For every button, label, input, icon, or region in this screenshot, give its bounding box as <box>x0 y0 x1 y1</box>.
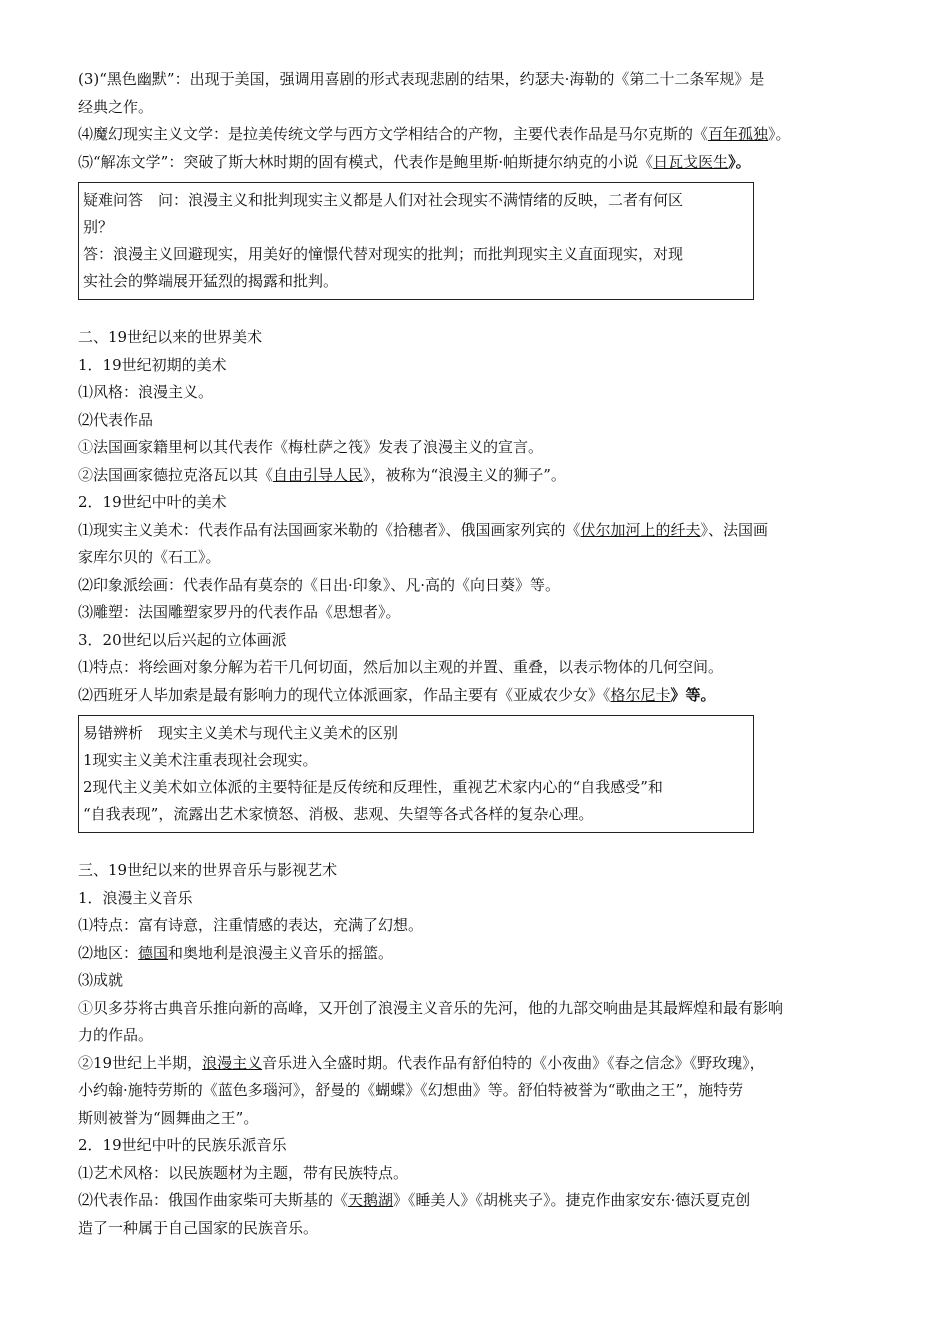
list-item-cont: 家库尔贝的《石工》。 <box>78 548 221 566</box>
list-item: ①法国画家籍里柯以其代表作《梅杜萨之筏》发表了浪漫主义的宣言。 <box>78 438 544 456</box>
list-item: ⑵代表作品：俄国作曲家柴可夫斯基的《天鹅湖》《睡美人》《胡桃夹子》。捷克作曲家安东·德沃夏克创 <box>78 1191 751 1209</box>
list-item: ⑵地区：德国和奥地利是浪漫主义音乐的摇篮。 <box>78 943 394 962</box>
document-page <box>78 66 884 1242</box>
box-point: 1现实主义美术注重表现社会现实。 <box>83 751 318 769</box>
list-item-cont: 小约翰·施特劳斯的《蓝色多瑙河》，舒曼的《蝴蝶》《幻想曲》等。舒伯特被誉为“歌曲之王”，施特劳 <box>78 1081 744 1099</box>
qa-question: 疑难问答 问：浪漫主义和批判现实主义都是人们对社会现实不满情绪的反映，二者有何区 <box>83 191 684 209</box>
subsection-title: 2．19世纪中叶的民族乐派音乐 <box>78 1136 287 1154</box>
box-point: 2现代主义美术如立体派的主要特征是反传统和反理性，重视艺术家内心的“自我感受”和 <box>83 778 663 796</box>
list-item: ⑴特点：将绘画对象分解为若干几何切面，然后加以主观的并置、重叠，以表示物体的几何空间。 <box>78 658 724 676</box>
qa-answer: 答：浪漫主义回避现实，用美好的憧憬代替对现实的批判；而批判现实主义直面现实，对现 <box>83 245 684 263</box>
list-item: ⑵西班牙人毕加索是最有影响力的现代立体派画家，作品主要有《亚威农少女》《格尔尼卡》等。 <box>78 685 716 704</box>
list-item: ⑶成就 <box>78 971 124 989</box>
subsection-title: 2．19世纪中叶的美术 <box>78 493 227 511</box>
item-black-humor: (3)“黑色幽默”：出现于美国，强调用喜剧的形式表现悲剧的结果，约瑟夫·海勒的《第二十二条军规》是 <box>78 70 765 88</box>
section-heading-art: 二、19世纪以来的世界美术 <box>78 328 263 346</box>
underlined-term: 伏尔加河上的纤夫 <box>580 520 701 539</box>
underlined-term: 自由引导人民 <box>273 465 364 484</box>
list-item: ①贝多芬将古典音乐推向新的高峰，又开创了浪漫主义音乐的先河，他的九部交响曲是其最辉煌和最有影响 <box>78 998 784 1017</box>
underlined-term: 百年孤独 <box>708 125 769 143</box>
error-analysis-box <box>78 715 754 833</box>
subsection-title: 3．20世纪以后兴起的立体画派 <box>78 630 287 649</box>
list-item-cont: 造了一种属于自己国家的民族音乐。 <box>78 1218 319 1237</box>
list-item: ②法国画家德拉克洛瓦以其《自由引导人民》，被称为“浪漫主义的狮子”。 <box>78 465 566 484</box>
list-item: ⑴现实主义美术：代表作品有法国画家米勒的《拾穗者》、俄国画家列宾的《伏尔加河上的纤夫》、法国画 <box>78 520 769 539</box>
underlined-term: 日瓦戈医生 <box>653 152 729 171</box>
list-item: ⑵代表作品 <box>78 410 154 429</box>
list-item-cont: 力的作品。 <box>78 1026 154 1044</box>
underlined-term: 格尔尼卡 <box>610 685 671 704</box>
underlined-term: 浪漫主义 <box>202 1053 263 1072</box>
qa-question-cont: 别？ <box>83 218 114 236</box>
underlined-term: 德国 <box>138 943 169 962</box>
list-item-cont: 斯则被誉为“圆舞曲之王”。 <box>78 1108 259 1127</box>
list-item: ②19世纪上半期，浪漫主义音乐进入全盛时期。代表作品有舒伯特的《小夜曲》《春之信念》《野玫瑰》， <box>78 1053 765 1072</box>
item-thaw-literature: ⑸“解冻文学”：突破了斯大林时期的固有模式，代表作是鲍里斯·帕斯捷尔纳克的小说《日瓦戈医生》。 <box>78 152 751 171</box>
subsection-title: 1．19世纪初期的美术 <box>78 355 227 374</box>
underlined-term: 天鹅湖 <box>348 1191 394 1209</box>
subsection-title: 1．浪漫主义音乐 <box>78 888 193 907</box>
section-heading-music: 三、19世纪以来的世界音乐与影视艺术 <box>78 861 338 879</box>
box-title: 易错辨析 现实主义美术与现代主义美术的区别 <box>83 724 399 742</box>
qa-answer-cont: 实社会的弊端展开猛烈的揭露和批判。 <box>83 272 339 290</box>
list-item: ⑴艺术风格：以民族题材为主题，带有民族特点。 <box>78 1163 409 1182</box>
item-magic-realism: ⑷魔幻现实主义文学：是拉美传统文学与西方文学相结合的产物，主要代表作品是马尔克斯的《百年孤独》。 <box>78 125 791 143</box>
box-point-cont: “自我表现”，流露出艺术家愤怒、消极、悲观、失望等各式各样的复杂心理。 <box>83 805 594 823</box>
list-item: ⑶雕塑：法国雕塑家罗丹的代表作品《思想者》。 <box>78 603 401 621</box>
list-item: ⑴特点：富有诗意，注重情感的表达，充满了幻想。 <box>78 916 424 934</box>
list-item: ⑴风格：浪漫主义。 <box>78 383 214 401</box>
list-item: ⑵印象派绘画：代表作品有莫奈的《日出·印象》、凡·高的《向日葵》等。 <box>78 575 561 594</box>
qa-box <box>78 182 754 300</box>
item-black-humor-cont: 经典之作。 <box>78 97 154 116</box>
